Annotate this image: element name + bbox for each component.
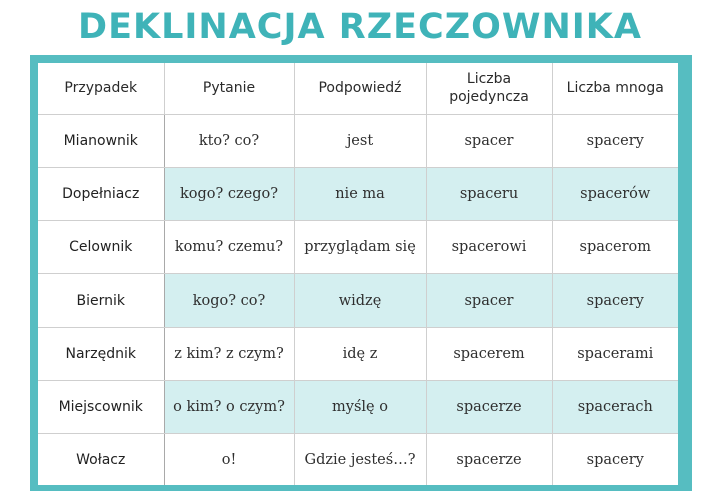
plural-cell: spacery <box>552 434 678 485</box>
question-cell: o! <box>164 434 294 485</box>
plural-cell: spacerom <box>552 221 678 274</box>
singular-cell: spacerze <box>426 434 552 485</box>
case-name: Narzędnik <box>38 327 164 380</box>
hint-cell: jest <box>294 114 426 167</box>
table-row <box>38 114 678 167</box>
case-name: Dopełniacz <box>38 167 164 220</box>
table-row <box>38 167 678 220</box>
hint-cell: przyglądam się <box>294 221 426 274</box>
plural-cell: spacery <box>552 114 678 167</box>
table-row <box>38 221 678 274</box>
case-name: Celownik <box>38 221 164 274</box>
table-row <box>38 380 678 433</box>
table-row <box>38 434 678 485</box>
table-row <box>38 274 678 327</box>
question-cell: z kim? z czym? <box>164 327 294 380</box>
question-cell: komu? czemu? <box>164 221 294 274</box>
case-name: Wołacz <box>38 434 164 485</box>
singular-cell: spacerze <box>426 380 552 433</box>
header-plural: Liczba mnoga <box>552 63 678 114</box>
question-cell: o kim? o czym? <box>164 380 294 433</box>
case-name: Miejscownik <box>38 380 164 433</box>
header-singular: Liczba pojedyncza <box>426 63 552 114</box>
table-row <box>38 327 678 380</box>
plural-cell: spacery <box>552 274 678 327</box>
singular-cell: spacer <box>426 114 552 167</box>
singular-cell: spaceru <box>426 167 552 220</box>
header-question: Pytanie <box>164 63 294 114</box>
hint-cell: Gdzie jesteś…? <box>294 434 426 485</box>
plural-cell: spacerach <box>552 380 678 433</box>
header-hint: Podpowiedź <box>294 63 426 114</box>
hint-cell: myślę o <box>294 380 426 433</box>
hint-cell: widzę <box>294 274 426 327</box>
question-cell: kogo? co? <box>164 274 294 327</box>
singular-cell: spacerem <box>426 327 552 380</box>
case-name: Biernik <box>38 274 164 327</box>
hint-cell: idę z <box>294 327 426 380</box>
singular-cell: spacer <box>426 274 552 327</box>
declension-table <box>38 63 678 485</box>
case-name: Mianownik <box>38 114 164 167</box>
header-case: Przypadek <box>38 63 164 114</box>
hint-cell: nie ma <box>294 167 426 220</box>
header-row <box>38 63 678 114</box>
singular-cell: spacerowi <box>426 221 552 274</box>
plural-cell: spacerami <box>552 327 678 380</box>
question-cell: kto? co? <box>164 114 294 167</box>
question-cell: kogo? czego? <box>164 167 294 220</box>
page-title: DEKLINACJA RZECZOWNIKA <box>78 7 642 47</box>
plural-cell: spacerów <box>552 167 678 220</box>
